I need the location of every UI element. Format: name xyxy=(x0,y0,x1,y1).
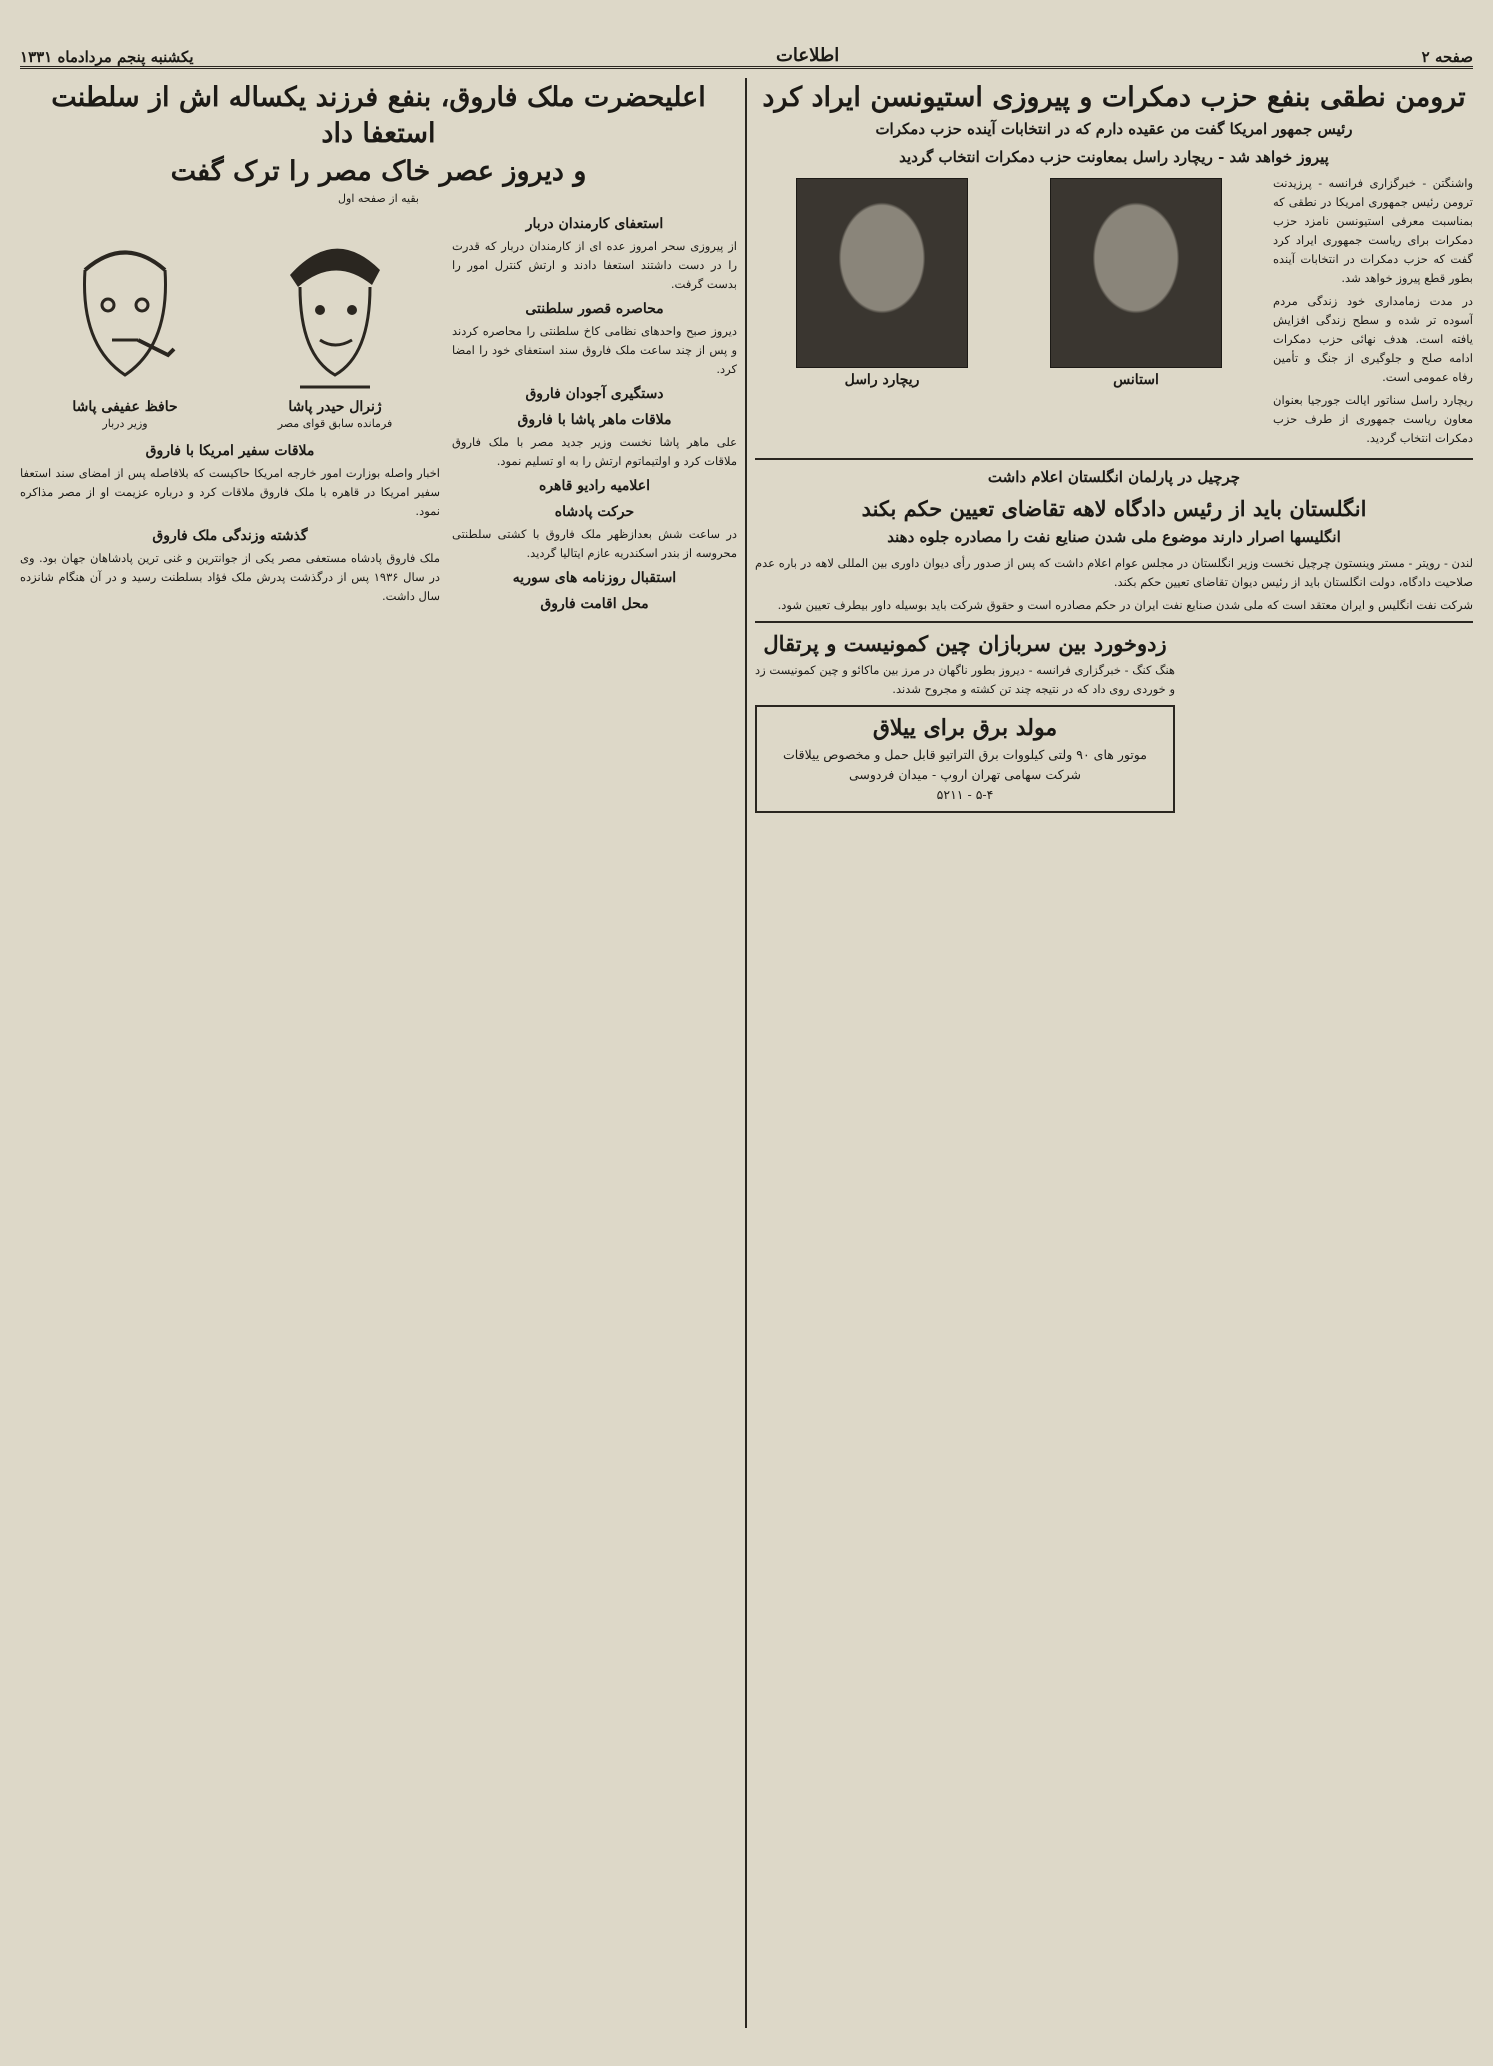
section-head: محل اقامت فاروق xyxy=(540,596,649,612)
section-head: استقبال روزنامه های سوریه xyxy=(512,570,677,586)
photo-row xyxy=(755,178,1263,388)
china-article xyxy=(755,629,1175,813)
column-rule xyxy=(745,78,747,2028)
churchill-subhead: انگلیسها اصرار دارند موضوع ملی شدن صنایع نفت را مصادره جلوه دهند xyxy=(887,528,1341,546)
right-half xyxy=(755,78,1473,2028)
section-head: محاصره قصور سلطنتی xyxy=(525,301,664,317)
churchill-headline: انگلستان باید از رئیس دادگاه لاهه تقاضای تعیین حکم بکند xyxy=(861,496,1367,521)
section-head: ملاقات سفیر امریکا با فاروق xyxy=(145,443,315,459)
churchill-article xyxy=(755,466,1473,615)
masthead xyxy=(20,18,1473,69)
section-head: اعلامیه رادیو قاهره xyxy=(539,478,650,494)
farouk-body-8: در ساعت شش بعدازظهر ملک فاروق با کشتی سلطنتی محروسه از بندر اسکندریه عازم ایتالیا گردید. xyxy=(452,527,737,560)
caricature-haidar xyxy=(230,215,440,434)
churchill-kicker: چرچیل در پارلمان انگلستان اعلام داشت xyxy=(987,468,1241,486)
ad-title: مولد برق برای ییلاق xyxy=(872,715,1058,741)
churchill-body-1: لندن - رویتر - مستر وینستون چرچیل نخست وزیر انگلستان در مجلس عوام اعلام داشت که پس از صدور رأی دیوان داوری بین المللی لاهه در باره عدم صلاحیت دادگاه، دولت انگلستان باید از رئیس دیوان تقاضای تعیین حکم بکند. xyxy=(755,556,1473,589)
farouk-body-4: دیروز صبح واحدهای نظامی کاخ سلطنتی را محاصره کردند و پس از چند ساعت ملک فاروق سند استعفای خود را امضا کرد. xyxy=(452,324,737,376)
truman-subhead-2: پیروز خواهد شد - ریچارد راسل بمعاونت حزب دمکرات انتخاب گردید xyxy=(899,148,1329,166)
truman-body-3: ریچارد راسل سناتور ایالت جورجیا بعنوان معاون ریاست جمهوری از طرف حزب دمکرات انتخاب گردید. xyxy=(1273,393,1473,445)
generator-ad xyxy=(755,705,1175,813)
newspaper-name: اطلاعات xyxy=(775,45,840,66)
columns-area xyxy=(20,78,1473,2028)
truman-subhead-1: رئیس جمهور امریکا گفت من عقیده دارم که در انتخابات آینده حزب دمکرات xyxy=(875,120,1353,138)
continued-note: بقیه از صفحه اول xyxy=(338,192,419,205)
farouk-headline-2: و دیروز عصر خاک مصر را ترک گفت xyxy=(170,156,587,187)
china-headline: زدوخورد بین سربازان چین کمونیست و پرتقال xyxy=(763,631,1167,656)
section-divider xyxy=(755,458,1473,460)
farouk-column-right xyxy=(452,209,737,617)
portrait-photo-russell xyxy=(796,178,968,368)
farouk-body-2: ملک فاروق پادشاه مستعفی مصر یکی از جوانترین و غنی ترین پادشاهان جهان بود. وی در سال ۱۹۳۶ پس از درگذشت پدرش ملک فؤاد بسلطنت رسید و در آن هنگام شانزده سال داشت. xyxy=(20,551,440,603)
caricature-row xyxy=(20,215,440,434)
section-head: گذشته وزندگی ملک فاروق xyxy=(152,528,308,544)
caricature-afifi xyxy=(20,215,230,434)
newspaper-page xyxy=(20,18,1473,2028)
truman-column-1 xyxy=(1273,174,1473,452)
truman-body-1: واشنگتن - خبرگزاری فرانسه - پرزیدنت ترومن رئیس جمهوری امریکا در نطقی که بمناسبت معرفی استیونسن نامزد حزب دمکرات برای ریاست جمهوری ایراد کرد گفت که حزب دمکرات در انتخابات آینده بطور قطع پیروز خواهد شد. xyxy=(1273,176,1473,285)
farouk-body-3: از پیروزی سحر امروز عده ای از کارمندان دربار که قدرت را در دست داشتند استعفا دادند و ارتش کنترل امور را بدست گرفت. xyxy=(452,239,737,291)
caricature-title-afifi: وزیر دربار xyxy=(102,417,148,430)
left-half xyxy=(20,78,737,2028)
caricature-title-haidar: فرمانده سابق قوای مصر xyxy=(277,417,393,430)
photo-russell xyxy=(796,178,968,388)
ad-line-1: موتور های ۹۰ ولتی کیلووات برق التراتیو قابل حمل و مخصوص ییلاقات xyxy=(783,747,1147,762)
section-divider xyxy=(755,621,1473,623)
truman-body-2: در مدت زمامداری خود زندگی مردم آسوده تر شده و سطح زندگی افزایش یافته است. هدف نهائی حزب دمکرات ادامه صلح و جلوگیری از جنگ و تأمین رفاه عمومی است. xyxy=(1273,294,1473,384)
ad-line-2: شرکت سهامی تهران اروپ - میدان فردوسی xyxy=(849,767,1081,782)
section-head: حرکت پادشاه xyxy=(554,504,635,520)
caricature-drawing-afifi xyxy=(50,215,200,395)
caricature-name-afifi: حافظ عفیفی پاشا xyxy=(72,399,178,415)
caricature-name-haidar: ژنرال حیدر پاشا xyxy=(288,399,382,415)
ad-line-3: ۵-۴ - ۵۲۱۱ xyxy=(936,787,994,802)
farouk-column-left xyxy=(20,209,440,617)
photo-caption-stassen: استانس xyxy=(1113,372,1159,388)
photo-caption-russell: ریچارد راسل xyxy=(844,372,920,388)
section-head: دستگیری آجودان فاروق xyxy=(525,386,664,402)
truman-article xyxy=(755,80,1473,452)
photo-stassen xyxy=(1050,178,1222,388)
portrait-photo-stassen xyxy=(1050,178,1222,368)
farouk-body-6: علی ماهر پاشا نخست وزیر جدید مصر با ملک فاروق ملاقات کرد و اولتیماتوم ارتش را به او تسلیم نمود. xyxy=(452,435,737,468)
section-head: ملاقات ماهر پاشا با فاروق xyxy=(517,412,672,428)
issue-date: یکشنبه پنجم مردادماه ۱۳۳۱ xyxy=(20,48,194,66)
caricature-drawing-haidar xyxy=(260,215,410,395)
section-head: استعفای کارمندان دربار xyxy=(525,216,664,232)
churchill-body-2: شرکت نفت انگلیس و ایران معتقد است که ملی شدن صنایع نفت ایران در حکم مصادره است و حقوق شرکت باید بوسیله داور بیطرف تعیین شود. xyxy=(777,598,1473,612)
truman-headline: ترومن نطقی بنفع حزب دمکرات و پیروزی استیونسن ایراد کرد xyxy=(762,82,1466,113)
page-number: صفحه ۲ xyxy=(1421,48,1473,66)
farouk-headline-1: اعلیحضرت ملک فاروق، بنفع فرزند یکساله اش از سلطنت استعفا داد xyxy=(51,82,706,149)
farouk-body-1: اخبار واصله بوزارت امور خارجه امریکا حاکیست که بلافاصله پس از امضای سند استعفا سفیر امریکا در قاهره با ملک فاروق ملاقات کرد و درباره عزیمت او از مصر مذاکره نمود. xyxy=(20,466,440,518)
china-body: هنگ کنگ - خبرگزاری فرانسه - دیروز بطور ناگهان در مرز بین ماکائو و چین کمونیست زد و خوردی روی داد که در نتیجه چند تن کشته و مجروح شدند. xyxy=(755,663,1175,696)
